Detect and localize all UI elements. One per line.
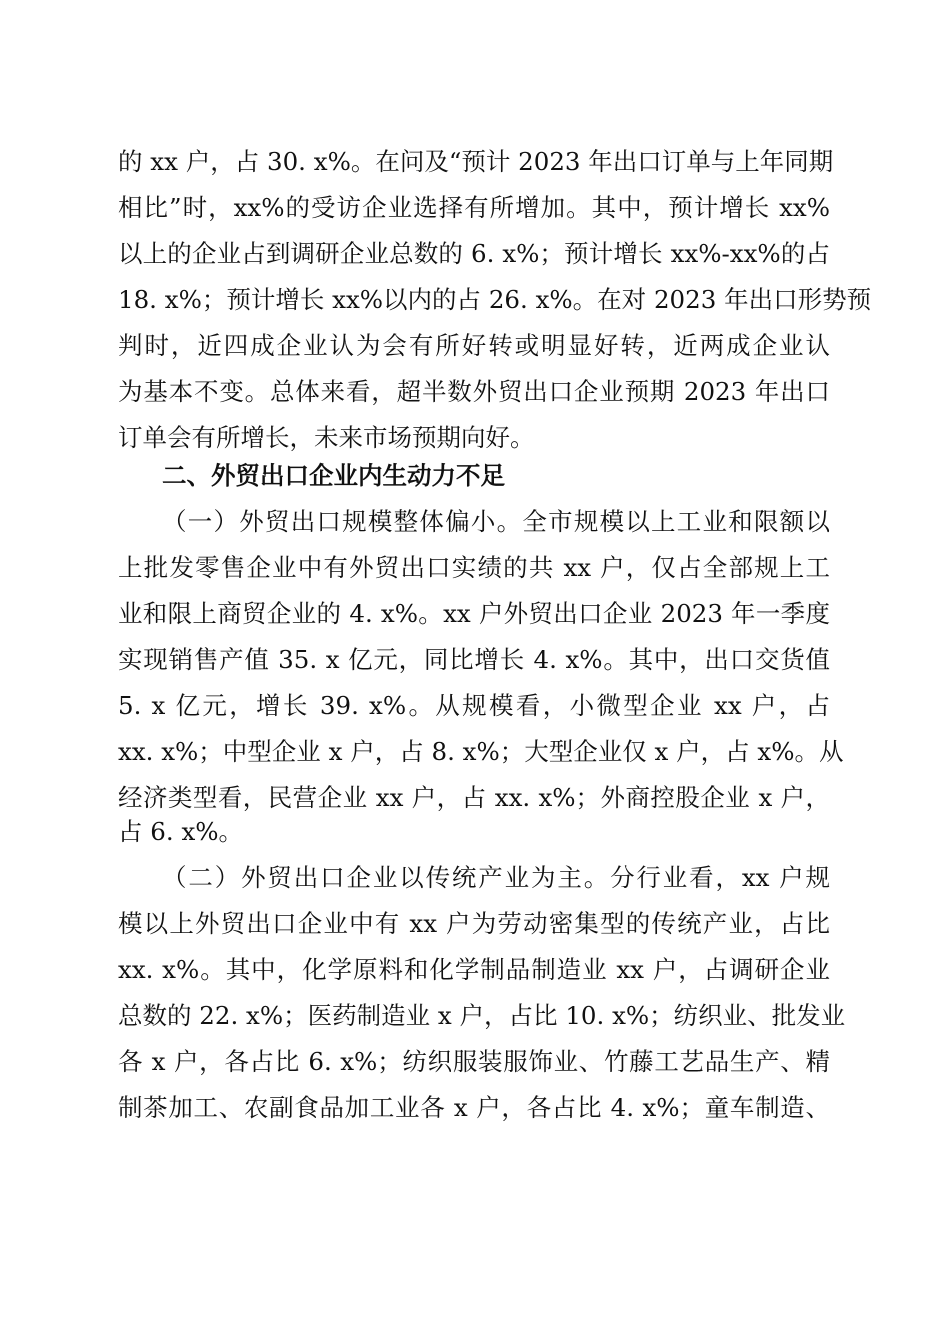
paragraph2-line-5: 5. x 亿元，增长 39. x%。从规模看，小微型企业 xx 户，占 [118,691,830,720]
paragraph1-line-2: 相比”时，xx%的受访企业选择有所增加。其中，预计增长 xx% [118,193,830,222]
paragraph1-line-4: 18. x%；预计增长 xx%以内的占 26. x%。在对 2023 年出口形势预 [118,285,872,314]
paragraph3-line-5: 各 x 户，各占比 6. x%；纺织服装服饰业、竹藤工艺品生产、精 [118,1047,830,1076]
paragraph3-line-2: 模以上外贸出口企业中有 xx 户为劳动密集型的传统产业，占比 [118,909,830,938]
paragraph3-line-1: （二）外贸出口企业以传统产业为主。分行业看，xx 户规 [162,863,830,892]
paragraph2-line-3: 业和限上商贸企业的 4. x%。xx 户外贸出口企业 2023 年一季度 [118,599,830,628]
paragraph2-line-2: 上批发零售企业中有外贸出口实绩的共 xx 户，仅占全部规上工 [118,553,830,582]
paragraph1-line-1: 的 xx 户，占 30. x%。在问及“预计 2023 年出口订单与上年同期 [118,147,834,176]
paragraph3-line-3: xx. x%。其中，化学原料和化学制品制造业 xx 户，占调研企业 [118,955,830,984]
paragraph2-line-4: 实现销售产值 35. x 亿元，同比增长 4. x%。其中，出口交货值 [118,645,830,674]
paragraph1-line-7: 订单会有所增长，未来市场预期向好。 [118,423,535,452]
paragraph1-line-3: 以上的企业占到调研企业总数的 6. x%；预计增长 xx%-xx%的占 [118,239,830,268]
paragraph2-line-8: 占 6. x%。 [118,817,244,846]
paragraph1-line-6: 为基本不变。总体来看，超半数外贸出口企业预期 2023 年出口 [118,377,830,406]
paragraph2-line-7: 经济类型看，民营企业 xx 户，占 xx. x%；外商控股企业 x 户， [118,783,830,812]
section-heading: 二、外贸出口企业内生动力不足 [162,461,505,490]
paragraph2-line-6: xx. x%；中型企业 x 户，占 8. x%；大型企业仅 x 户，占 x%。从 [118,737,844,766]
paragraph3-line-4: 总数的 22. x%；医药制造业 x 户，占比 10. x%；纺织业、批发业 [118,1001,846,1030]
paragraph3-line-6: 制茶加工、农副食品加工业各 x 户，各占比 4. x%；童车制造、 [118,1093,830,1122]
paragraph2-line-1: （一）外贸出口规模整体偏小。全市规模以上工业和限额以 [162,507,830,536]
paragraph1-line-5: 判时，近四成企业认为会有所好转或明显好转，近两成企业认 [118,331,830,360]
